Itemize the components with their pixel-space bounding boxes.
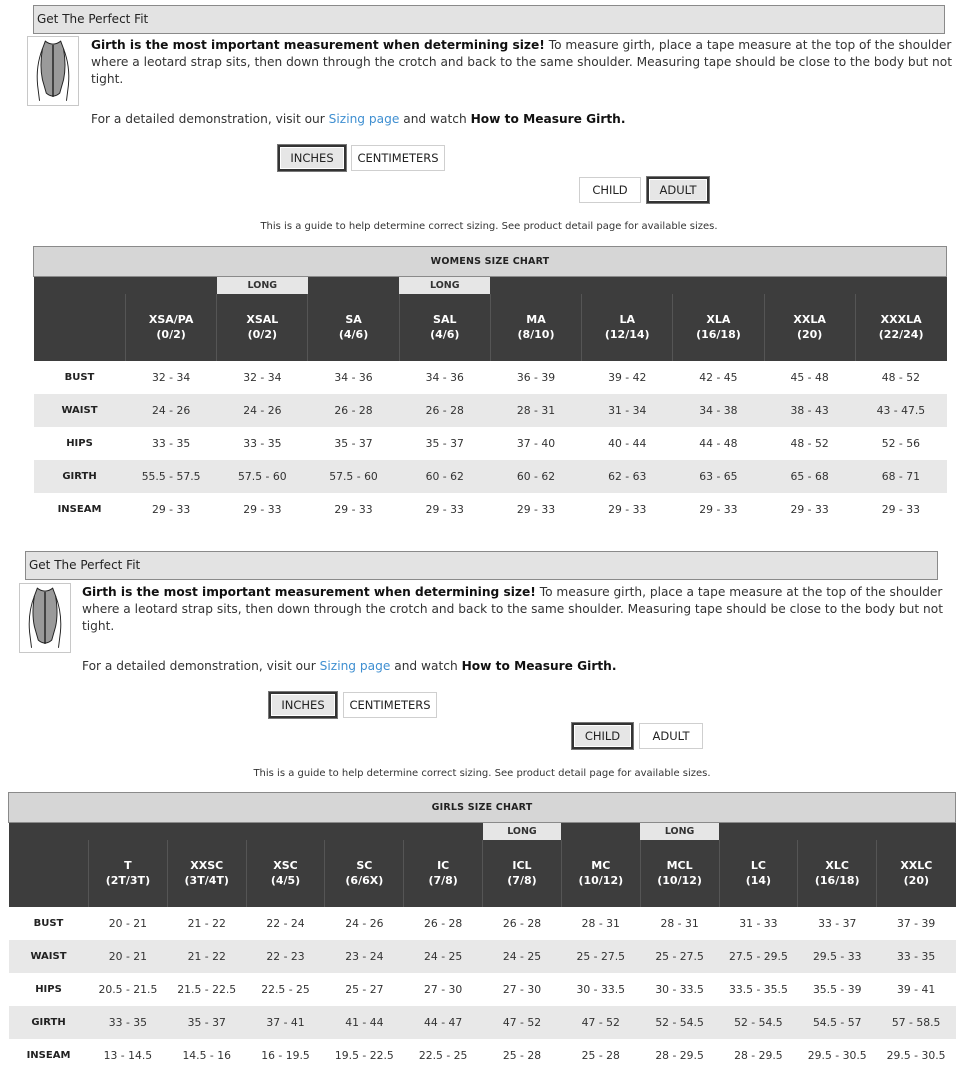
long-label: LONG: [399, 277, 490, 294]
header-top-cell: [673, 277, 764, 294]
size-range: (2T/3T): [105, 874, 151, 887]
row-label: WAIST: [34, 394, 126, 427]
measurement-cell: 26 - 28: [424, 916, 463, 930]
header-top-cell: [167, 823, 246, 840]
size-code: MA: [526, 313, 546, 326]
child-button[interactable]: CHILD: [579, 177, 641, 203]
size-range: (16/18): [696, 328, 741, 341]
measurement-cell: 44 - 47: [404, 1006, 483, 1039]
measurement-cell: 47 - 52: [483, 1006, 562, 1039]
measurement-cell: 28 - 29.5: [734, 1048, 783, 1062]
size-code: T: [124, 859, 132, 872]
centimeters-button[interactable]: CENTIMETERS: [351, 145, 445, 171]
adult-button[interactable]: ADULT: [647, 177, 709, 203]
measurement-cell: 33.5 - 35.5: [728, 982, 788, 996]
measurement-cell: 22 - 23: [246, 940, 325, 973]
child-button[interactable]: CHILD: [572, 723, 633, 749]
header-top-cell: [561, 823, 640, 840]
measurement-cell: 32 - 34: [151, 370, 191, 384]
measurement-cell: 40 - 44: [608, 436, 647, 450]
size-code: SAL: [433, 313, 457, 326]
size-range: (7/8): [428, 874, 458, 887]
measurement-cell: 21.5 - 22.5: [177, 982, 237, 996]
header-blank-cell: [34, 277, 126, 361]
measurement-cell: 63 - 65: [673, 460, 764, 493]
girth-description-rest: To measure girth, place a tape measure at the top of the shoulder where a leotard strap sits, then down through the crotch and back to the same shoulder. Measuring tape should be close to the body but not tight.: [91, 38, 952, 86]
measurement-cell: 31 - 33: [739, 916, 778, 930]
size-column-header: [719, 840, 798, 907]
measurement-cell: 62 - 63: [582, 460, 673, 493]
measurement-cell: 60 - 62: [490, 460, 581, 493]
measurement-cell: 20 - 21: [89, 940, 168, 973]
size-column-header: [217, 294, 308, 361]
size-code: XXLC: [900, 859, 933, 872]
measurement-cell: 28 - 31: [581, 916, 620, 930]
demo-text: [91, 112, 625, 126]
measurement-cell: 30 - 33.5: [655, 982, 704, 996]
measurement-cell: 33 - 35: [877, 940, 956, 973]
measurement-cell: 35 - 37: [167, 1006, 246, 1039]
measurement-cell: 43 - 47.5: [855, 394, 946, 427]
measurement-cell: 68 - 71: [855, 460, 946, 493]
table-row: [9, 940, 956, 973]
measurement-cell: 57 - 58.5: [877, 1006, 956, 1039]
size-range: (4/5): [270, 874, 301, 887]
size-range: (7/8): [507, 874, 537, 887]
measurement-cell: 25 - 28: [581, 1048, 620, 1062]
sizing-page-link[interactable]: Sizing page: [328, 112, 400, 126]
measurement-cell: 24 - 26: [217, 394, 308, 427]
size-range: (8/10): [517, 328, 555, 341]
measurement-cell: 45 - 48: [790, 370, 829, 384]
measurement-cell: 24 - 26: [126, 394, 217, 427]
measurement-cell: 29 - 33: [699, 502, 738, 516]
long-label: LONG: [640, 823, 719, 840]
womens-size-chart: [33, 246, 947, 526]
size-column-header: [483, 840, 562, 907]
size-code: LA: [619, 313, 635, 326]
fit-header: Get The Perfect Fit: [25, 551, 938, 580]
size-range: (10/12): [657, 874, 702, 887]
measurement-cell: 65 - 68: [764, 460, 855, 493]
header-top-cell: [877, 823, 956, 840]
measurement-cell: 14.5 - 16: [182, 1048, 231, 1062]
measurement-cell: 33 - 35: [89, 1006, 168, 1039]
measurement-cell: 28 - 29.5: [655, 1048, 704, 1062]
size-range: (10/12): [578, 874, 624, 887]
header-top-cell: [325, 823, 404, 840]
measurement-cell: 52 - 54.5: [719, 1006, 798, 1039]
size-code: IC: [437, 859, 450, 872]
size-code: XLC: [825, 859, 849, 872]
measurement-cell: 37 - 40: [516, 436, 556, 450]
size-range: (6/6X): [345, 874, 384, 887]
size-range: (4/6): [430, 328, 460, 341]
sizing-page-link[interactable]: Sizing page: [319, 659, 391, 673]
measurement-cell: 29.5 - 30.5: [886, 1048, 946, 1062]
row-label: BUST: [64, 371, 95, 383]
measurement-cell: 29 - 33: [151, 502, 191, 516]
size-code: SC: [356, 859, 373, 872]
size-code: XXLA: [793, 313, 826, 326]
measurement-cell: 33 - 35: [151, 436, 191, 450]
measurement-cell: 30 - 33.5: [576, 982, 626, 996]
size-range: (20): [903, 874, 930, 887]
how-to-measure-girth: How to Measure Girth.: [461, 659, 617, 673]
measurement-cell: 29 - 33: [881, 502, 920, 516]
size-code: XXSC: [190, 859, 224, 872]
size-range: (22/24): [878, 328, 924, 341]
measurement-cell: 20.5 - 21.5: [98, 982, 158, 996]
table-row: [9, 973, 956, 1006]
measurement-cell: 36 - 39: [516, 370, 556, 384]
size-code: ICL: [512, 859, 532, 872]
inches-button[interactable]: INCHES: [278, 145, 346, 171]
measurement-cell: 37 - 39: [896, 916, 936, 930]
size-code: LC: [750, 859, 766, 872]
measurement-cell: 35 - 37: [425, 436, 464, 450]
measurement-cell: 60 - 62: [399, 460, 490, 493]
leotard-figure-icon: [27, 36, 79, 106]
measurement-cell: 29.5 - 33: [798, 940, 877, 973]
measurement-cell: 20 - 21: [108, 916, 148, 930]
measurement-cell: 34 - 38: [673, 394, 764, 427]
size-code: MCL: [666, 859, 693, 872]
size-column-header: [308, 294, 399, 361]
measurement-cell: 48 - 52: [881, 370, 920, 384]
measurement-cell: 29 - 33: [334, 502, 373, 516]
size-column-header: [855, 294, 946, 361]
row-label: GIRTH: [34, 460, 126, 493]
measurement-cell: 26 - 28: [308, 394, 399, 427]
measurement-cell: 34 - 36: [334, 370, 373, 384]
measurement-cell: 24 - 25: [483, 940, 562, 973]
girth-description-bold: Girth is the most important measurement when determining size!: [91, 38, 545, 52]
size-column-header: [640, 840, 719, 907]
measurement-cell: 13 - 14.5: [103, 1048, 153, 1062]
size-column-header: [325, 840, 404, 907]
measurement-cell: 57.5 - 60: [217, 460, 308, 493]
size-range: (14): [745, 874, 772, 887]
measurement-cell: 22 - 24: [266, 916, 305, 930]
centimeters-button[interactable]: CENTIMETERS: [343, 692, 437, 718]
size-range: (0/2): [156, 328, 186, 341]
size-column-header: [126, 294, 217, 361]
girth-description-bold: Girth is the most important measurement when determining size!: [82, 585, 536, 599]
table-row: [34, 427, 947, 460]
measurement-cell: 44 - 48: [699, 436, 738, 450]
measurement-cell: 33 - 37: [818, 916, 857, 930]
measurement-cell: 29.5 - 30.5: [807, 1048, 867, 1062]
size-code: XLA: [706, 313, 731, 326]
measurement-cell: 24 - 26: [345, 916, 384, 930]
fit-header: Get The Perfect Fit: [33, 5, 945, 34]
size-column-header: [490, 294, 581, 361]
measurement-cell: 29 - 33: [516, 502, 556, 516]
row-label: WAIST: [9, 940, 89, 973]
measurement-cell: 26 - 28: [399, 394, 490, 427]
how-to-measure-girth: How to Measure Girth.: [470, 112, 626, 126]
measurement-cell: 22.5 - 25: [418, 1048, 468, 1062]
measurement-cell: 29 - 33: [243, 502, 282, 516]
measurement-cell: 57.5 - 60: [308, 460, 399, 493]
adult-button[interactable]: ADULT: [639, 723, 703, 749]
measurement-cell: 24 - 25: [404, 940, 483, 973]
row-label: HIPS: [66, 437, 93, 449]
measurement-cell: 33 - 35: [243, 436, 282, 450]
measurement-cell: 42 - 45: [699, 370, 738, 384]
measurement-cell: 55.5 - 57.5: [126, 460, 217, 493]
header-top-cell: [89, 823, 168, 840]
measurement-cell: 29 - 33: [425, 502, 464, 516]
measurement-cell: 29 - 33: [790, 502, 829, 516]
demo-text: [82, 659, 616, 673]
measurement-cell: 35.5 - 39: [812, 982, 862, 996]
size-code: MC: [591, 859, 611, 872]
size-column-header: [89, 840, 168, 907]
size-column-header: [404, 840, 483, 907]
row-label: GIRTH: [9, 1006, 89, 1039]
demo-prefix: For a detailed demonstration, visit our: [82, 659, 320, 673]
size-range: (0/2): [247, 328, 278, 341]
chart-title: GIRLS SIZE CHART: [9, 793, 956, 823]
row-label: BUST: [33, 917, 64, 929]
header-top-cell: [404, 823, 483, 840]
demo-mid: and watch: [390, 659, 462, 673]
measurement-cell: 52 - 56: [881, 436, 920, 450]
size-column-header: [798, 840, 877, 907]
size-range: (4/6): [338, 328, 369, 341]
measurement-cell: 37 - 41: [246, 1006, 325, 1039]
long-label: LONG: [483, 823, 562, 840]
measurement-cell: 32 - 34: [243, 370, 282, 384]
size-code: XSA/PA: [148, 313, 194, 326]
table-row: [34, 394, 947, 427]
measurement-cell: 54.5 - 57: [798, 1006, 877, 1039]
size-code: XSAL: [246, 313, 279, 326]
measurement-cell: 48 - 52: [790, 436, 829, 450]
header-top-cell: [246, 823, 325, 840]
header-top-cell: [490, 277, 581, 294]
measurement-cell: 19.5 - 22.5: [334, 1048, 394, 1062]
sizing-guide-note: This is a guide to help determine correct sizing. See product detail page for available sizes.: [260, 221, 718, 232]
measurement-cell: 21 - 22: [167, 940, 246, 973]
measurement-cell: 27.5 - 29.5: [719, 940, 798, 973]
sizing-guide-note: This is a guide to help determine correct sizing. See product detail page for available sizes.: [253, 768, 711, 779]
measurement-cell: 47 - 52: [561, 1006, 640, 1039]
demo-mid: and watch: [399, 112, 471, 126]
row-label: INSEAM: [26, 1049, 71, 1061]
leotard-figure-icon: [19, 583, 71, 653]
size-column-header: [582, 294, 673, 361]
size-column-header: [399, 294, 490, 361]
size-code: XSC: [273, 859, 298, 872]
table-row: [34, 460, 947, 493]
header-blank-cell: [9, 823, 89, 907]
measurement-cell: 34 - 36: [425, 370, 464, 384]
measurement-cell: 38 - 43: [764, 394, 855, 427]
measurement-cell: 23 - 24: [325, 940, 404, 973]
header-top-cell: [582, 277, 673, 294]
size-column-header: [246, 840, 325, 907]
size-column-header: [764, 294, 855, 361]
size-code: SA: [345, 313, 362, 326]
measurement-cell: 25 - 27: [345, 982, 384, 996]
measurement-cell: 29 - 33: [608, 502, 647, 516]
girth-description-rest: To measure girth, place a tape measure at the top of the shoulder where a leotard strap sits, then down through the crotch and back to the same shoulder. Measuring tape should be close to the body but not tight.: [82, 585, 943, 633]
measurement-cell: 39 - 41: [896, 982, 936, 996]
measurement-cell: 25 - 27.5: [640, 940, 719, 973]
table-row: [9, 907, 956, 940]
girth-description: [82, 584, 948, 635]
table-row: [9, 1006, 956, 1039]
size-range: (16/18): [814, 874, 860, 887]
header-top-cell: [855, 277, 946, 294]
header-top-cell: [308, 277, 399, 294]
measurement-cell: 35 - 37: [334, 436, 373, 450]
table-row: [34, 361, 947, 394]
long-label: LONG: [217, 277, 308, 294]
measurement-cell: 27 - 30: [424, 982, 463, 996]
measurement-cell: 26 - 28: [502, 916, 542, 930]
size-column-header: [561, 840, 640, 907]
measurement-cell: 41 - 44: [325, 1006, 404, 1039]
header-top-cell: [764, 277, 855, 294]
measurement-cell: 22.5 - 25: [261, 982, 310, 996]
measurement-cell: 27 - 30: [502, 982, 542, 996]
demo-prefix: For a detailed demonstration, visit our: [91, 112, 329, 126]
header-top-cell: [126, 277, 217, 294]
measurement-cell: 16 - 19.5: [261, 1048, 310, 1062]
size-column-header: [673, 294, 764, 361]
row-label: HIPS: [35, 983, 62, 995]
size-column-header: [167, 840, 246, 907]
measurement-cell: 21 - 22: [187, 916, 226, 930]
measurement-cell: 25 - 28: [502, 1048, 542, 1062]
header-top-cell: [719, 823, 798, 840]
size-column-header: [877, 840, 956, 907]
measurement-cell: 39 - 42: [608, 370, 647, 384]
header-top-cell: [798, 823, 877, 840]
girls-size-chart: [8, 792, 956, 1072]
girth-description: [91, 37, 953, 88]
size-range: (12/14): [604, 328, 650, 341]
measurement-cell: 52 - 54.5: [640, 1006, 719, 1039]
measurement-cell: 31 - 34: [582, 394, 673, 427]
chart-title: WOMENS SIZE CHART: [34, 247, 947, 277]
measurement-cell: 28 - 31: [660, 916, 699, 930]
size-code: XXXLA: [880, 313, 922, 326]
table-row: [34, 493, 947, 526]
table-row: [9, 1039, 956, 1072]
inches-button[interactable]: INCHES: [269, 692, 337, 718]
size-range: (20): [796, 328, 823, 341]
measurement-cell: 25 - 27.5: [561, 940, 640, 973]
measurement-cell: 28 - 31: [490, 394, 581, 427]
size-range: (3T/4T): [184, 874, 229, 887]
row-label: INSEAM: [57, 503, 102, 515]
